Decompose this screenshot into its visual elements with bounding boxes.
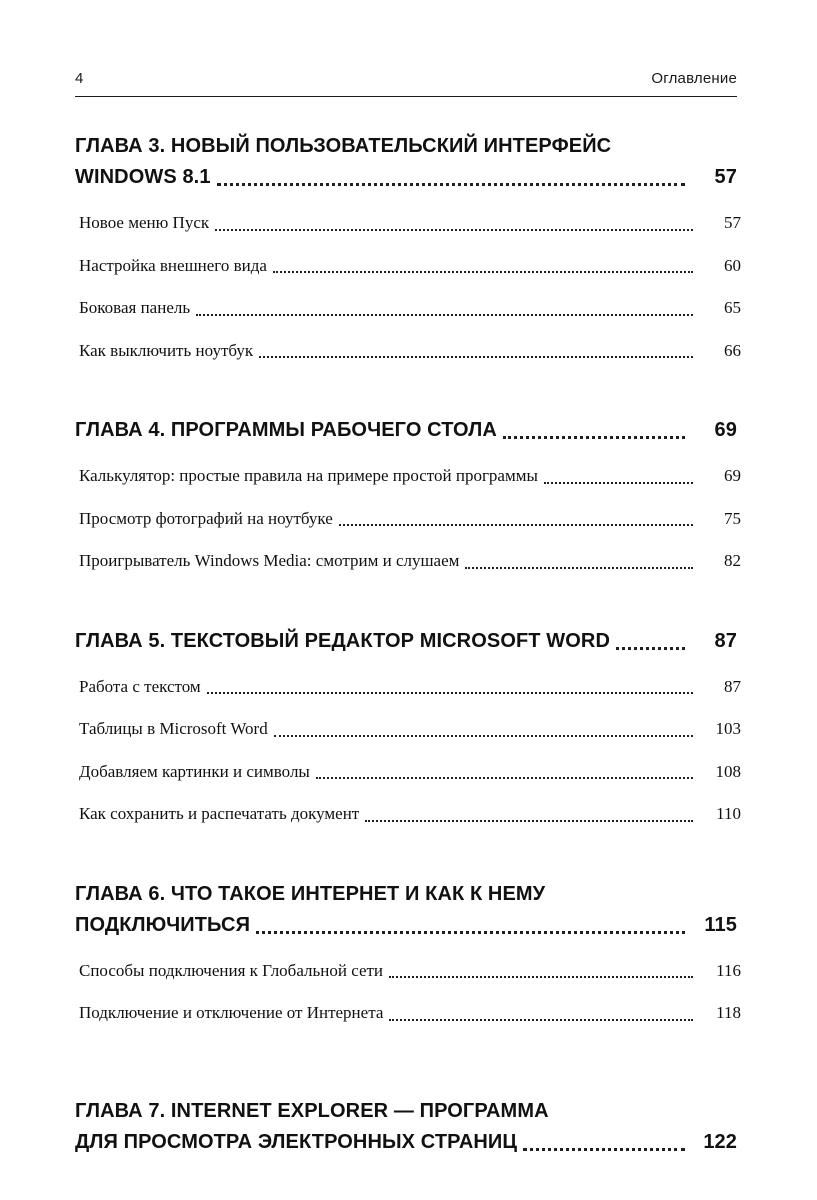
leader-dots bbox=[389, 1019, 693, 1021]
toc-chapter-label: ГЛАВА 4. ПРОГРАММЫ РАБОЧЕГО СТОЛА bbox=[75, 419, 497, 441]
leader-dots bbox=[256, 931, 685, 934]
toc-chapter-label-line2: ДЛЯ ПРОСМОТРА ЭЛЕКТРОННЫХ СТРАНИЦ bbox=[75, 1130, 518, 1153]
leader-dots bbox=[316, 777, 693, 779]
toc-chapter-label-line2: WINDOWS 8.1 bbox=[75, 166, 211, 188]
group-spacer bbox=[75, 397, 737, 415]
leader-dots bbox=[365, 820, 693, 822]
table-of-contents bbox=[75, 131, 741, 1158]
toc-section-label: Просмотр фотографий на ноутбуке bbox=[79, 508, 333, 528]
toc-section-page: 118 bbox=[716, 1003, 741, 1022]
toc-chapter-page: 115 bbox=[704, 913, 737, 936]
leader-dots bbox=[616, 647, 685, 650]
leader-dots bbox=[207, 692, 693, 694]
toc-chapter-page: 87 bbox=[714, 629, 737, 652]
toc-section-page: 82 bbox=[724, 551, 741, 570]
leader-dots bbox=[217, 183, 685, 186]
toc-section-entry[interactable] bbox=[75, 958, 741, 984]
toc-section-page: 57 bbox=[724, 213, 741, 232]
leader-dots bbox=[465, 567, 693, 569]
toc-chapter-entry[interactable] bbox=[75, 415, 737, 446]
toc-chapter-page: 57 bbox=[714, 166, 737, 188]
toc-section-label: Проигрыватель Windows Media: смотрим и слушаем bbox=[79, 551, 460, 570]
toc-section-entry[interactable] bbox=[75, 463, 741, 489]
toc-section-label: Работа с текстом bbox=[79, 676, 201, 696]
leader-dots bbox=[273, 271, 693, 273]
toc-section-label: Боковая панель bbox=[79, 298, 191, 317]
group-spacer bbox=[75, 608, 737, 626]
toc-chapter-label-line1: ГЛАВА 7. INTERNET EXPLORER — ПРОГРАММА bbox=[75, 1099, 549, 1122]
leader-dots bbox=[544, 482, 693, 484]
toc-chapter-entry[interactable] bbox=[75, 1096, 737, 1158]
toc-group bbox=[75, 1096, 737, 1158]
group-spacer bbox=[75, 861, 737, 879]
toc-section-entry[interactable] bbox=[75, 548, 741, 574]
page-folio: 4 bbox=[75, 70, 84, 87]
toc-section-page: 65 bbox=[724, 298, 741, 317]
toc-section-label: Таблицы в Microsoft Word bbox=[79, 719, 268, 738]
toc-section-page: 110 bbox=[716, 804, 741, 823]
toc-section-page: 60 bbox=[724, 255, 741, 275]
toc-section-label: Способы подключения к Глобальной сети bbox=[79, 960, 384, 980]
toc-group bbox=[75, 626, 741, 827]
toc-chapter-label-line1: ГЛАВА 3. НОВЫЙ ПОЛЬЗОВАТЕЛЬСКИЙ ИНТЕРФЕЙС bbox=[75, 135, 612, 157]
toc-section-page: 103 bbox=[715, 719, 741, 738]
toc-chapter-entry[interactable] bbox=[75, 626, 737, 657]
toc-section-page: 108 bbox=[715, 761, 741, 781]
toc-chapter-label-line2: ПОДКЛЮЧИТЬСЯ bbox=[75, 913, 251, 936]
toc-chapter-entry[interactable] bbox=[75, 131, 737, 193]
toc-section-label: Калькулятор: простые правила на примере простой программы bbox=[79, 466, 538, 485]
leader-dots bbox=[215, 229, 693, 231]
toc-section-entry[interactable] bbox=[75, 801, 741, 827]
toc-section-label: Как сохранить и распечатать документ bbox=[79, 804, 360, 823]
toc-chapter-entry[interactable] bbox=[75, 879, 737, 941]
toc-section-entry[interactable] bbox=[75, 674, 741, 700]
toc-section-entry[interactable] bbox=[75, 338, 741, 364]
toc-section-label: Подключение и отключение от Интернета bbox=[79, 1003, 384, 1022]
group-spacer bbox=[75, 1060, 737, 1078]
toc-section-entry[interactable] bbox=[75, 506, 741, 532]
toc-section-entry[interactable] bbox=[75, 716, 741, 742]
running-header bbox=[75, 70, 737, 97]
toc-section-entry[interactable] bbox=[75, 253, 741, 279]
toc-section-label: Как выключить ноутбук bbox=[79, 340, 254, 360]
running-head-title: Оглавление bbox=[651, 70, 737, 87]
group-spacer bbox=[75, 1078, 737, 1096]
toc-section-page: 69 bbox=[724, 466, 741, 485]
toc-chapter-label: ГЛАВА 5. ТЕКСТОВЫЙ РЕДАКТОР MICROSOFT WORD bbox=[75, 629, 610, 652]
leader-dots bbox=[259, 356, 693, 358]
toc-section-entry[interactable] bbox=[75, 759, 741, 785]
toc-group bbox=[75, 415, 741, 574]
toc-chapter-label-line1: ГЛАВА 6. ЧТО ТАКОЕ ИНТЕРНЕТ И КАК К НЕМУ bbox=[75, 882, 546, 905]
leader-dots bbox=[196, 314, 693, 316]
leader-dots bbox=[503, 436, 685, 439]
leader-dots bbox=[523, 1148, 685, 1151]
toc-group bbox=[75, 879, 741, 1026]
page-content bbox=[75, 70, 741, 1170]
toc-section-label: Добавляем картинки и символы bbox=[79, 761, 310, 781]
toc-section-page: 116 bbox=[716, 960, 741, 980]
toc-group bbox=[75, 131, 741, 363]
toc-section-label: Настройка внешнего вида bbox=[79, 255, 267, 275]
leader-dots bbox=[389, 976, 693, 978]
toc-section-page: 87 bbox=[724, 676, 741, 696]
toc-chapter-page: 69 bbox=[714, 419, 737, 441]
toc-section-label: Новое меню Пуск bbox=[79, 213, 210, 232]
leader-dots bbox=[339, 524, 693, 526]
leader-dots bbox=[274, 735, 693, 737]
toc-section-page: 66 bbox=[724, 340, 741, 360]
toc-chapter-page: 122 bbox=[703, 1130, 737, 1153]
toc-section-page: 75 bbox=[724, 508, 741, 528]
toc-section-entry[interactable] bbox=[75, 210, 741, 236]
toc-section-entry[interactable] bbox=[75, 1000, 741, 1026]
toc-section-entry[interactable] bbox=[75, 295, 741, 321]
